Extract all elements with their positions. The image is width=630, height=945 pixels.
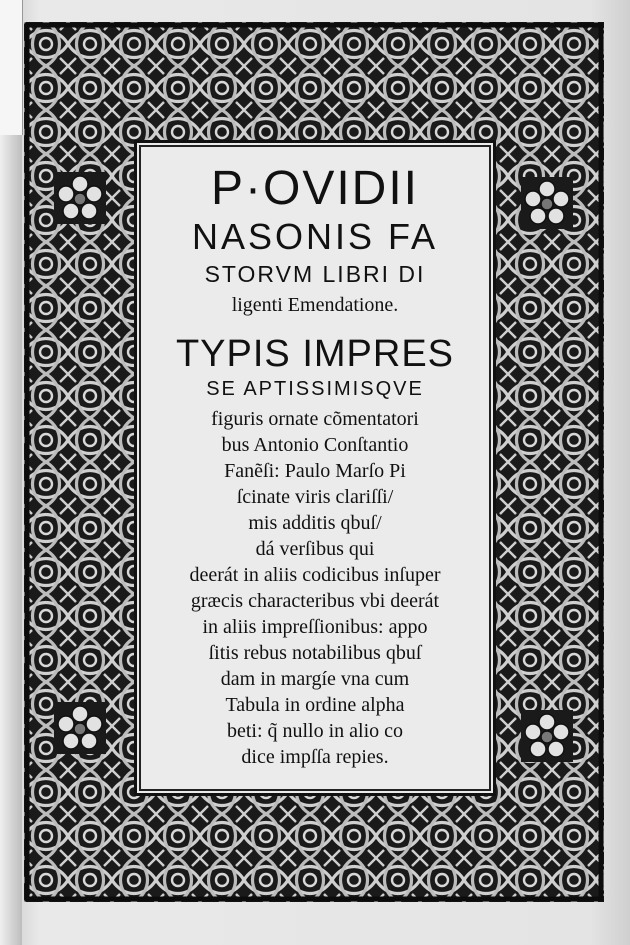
title-line-work: STORVM LIBRI DI <box>204 261 426 287</box>
rosette-icon <box>54 172 106 224</box>
body-line: dice impſſa repies. <box>241 746 389 768</box>
rosette-icon <box>521 710 573 762</box>
subtitle-line-aptissimis: SE APTISSIMISQVE <box>206 378 424 400</box>
rosette-icon <box>521 177 573 229</box>
body-line: Fanẽſi: Paulo Marſo Pi <box>224 460 406 482</box>
body-line: in aliis impreſſionibus: appo <box>202 616 428 638</box>
paper-tab <box>0 0 23 135</box>
title-text-block <box>137 162 493 773</box>
book-spine-edge <box>0 0 22 945</box>
body-line: bus Antonio Conſtantio <box>221 434 409 456</box>
body-line: ſitis rebus notabilibus qbuſ <box>208 642 422 664</box>
body-line: mis additis qbuſ/ <box>248 512 382 534</box>
title-text-panel <box>134 140 496 796</box>
body-line: dam in margíe vna cum <box>220 668 410 690</box>
body-line: figuris ornate cõmentatori <box>211 408 419 430</box>
body-line: Tabula in ordine alpha <box>225 694 405 716</box>
body-line: græcis characteribus vbi deerát <box>190 590 440 612</box>
rosette-icon <box>54 702 106 754</box>
title-line-name: NASONIS FA <box>191 216 439 257</box>
title-line-author: P·OVIDII <box>210 162 420 215</box>
body-line: dá verſibus qui <box>255 538 375 560</box>
subtitle-line-typis: TYPIS IMPRES <box>175 333 455 375</box>
title-line-emendation: ligenti Emendatione. <box>231 294 399 316</box>
body-line: beti: q̃ nullo in alio co <box>226 720 404 742</box>
body-line: deerát in aliis codicibus inſuper <box>189 564 441 586</box>
body-line: ſcinate viris clariſſi/ <box>236 486 394 508</box>
